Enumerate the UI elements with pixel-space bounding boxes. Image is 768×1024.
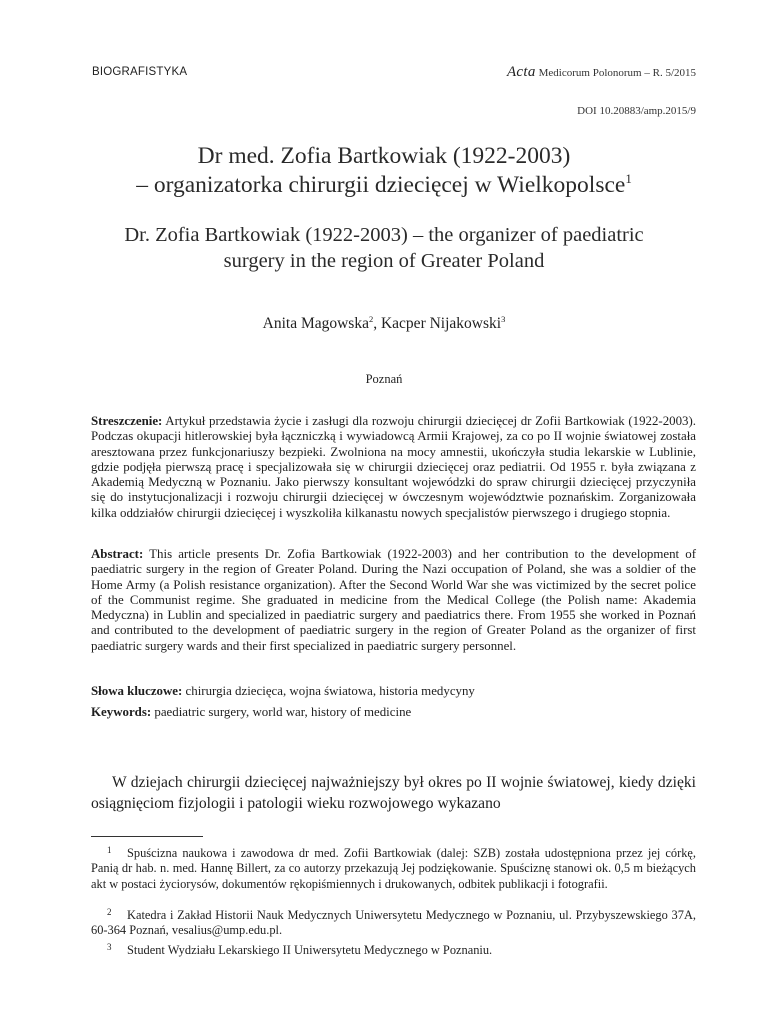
abstract-english-text: This article presents Dr. Zofia Bartkowiak (1922-2003) and her contribution to the development of paediatric surgery in the region of Greater Poland. During the Nazi occupation of Poland, she was a soldier of the Home Army (a Polish resistance organization). After the Second World War she was victimized by the secret police of the Communist regime. She graduated in medicine from the Medical College (the Polish name: Akademia Medyczna) in Lublin and specialized in paediatric surgery and paediatrics there. From 1955 she worked in Poznań and contributed to the development of paediatric surgery in the region of Greater Poland as the organizer of first paediatric surgery wards and their first specialized in paediatric surgery personnel. bbox=[91, 547, 696, 653]
footnote-number: 2 bbox=[107, 907, 112, 917]
author-name: Kacper Nijakowski bbox=[380, 315, 502, 332]
footnote-number: 1 bbox=[107, 845, 112, 855]
doi-label[interactable]: DOI 10.20883/amp.2015/9 bbox=[577, 105, 696, 117]
abstract-polish-text: Artykuł przedstawia życie i zasługi dla rozwoju chirurgii dziecięcej dr Zofii Bartkowiak (1922-2003). Podczas okupacji hitlerowskiej była łączniczką i wywiadowcą Armii Krajowej, za co po II wojnie światowej została aresztowana przez funkcjonariuszy bezpieki. Zwolniona na mocy amnestii, ukończyła studia lekarskie w Lublinie, gdzie podjęła pierwszą pracę i specjalizowała się w chirurgii dziecięcej oraz pediatrii. Od 1955 r. była związana z Akademią Medyczną w Poznaniu. Jako pierwszy konsultant wojewódzki do spraw chirurgii dziecięcej przyczyniła się do instytucjonalizacji i rozwoju chirurgii dziecięcej w ówczesnym województwie poznańskim. Zorganizowała kilka oddziałów chirurgii dziecięcej i wyszkoliła kilkanastu nowych specjalistów pierwszego i drugiego stopnia. bbox=[91, 414, 696, 520]
footnote-divider bbox=[91, 836, 203, 837]
body-paragraph: W dziejach chirurgii dziecięcej najważniejszy był okres po II wojnie światowej, kiedy dzięki osiągnięciom fizjologii i patologii wieku rozwojowego wykazano bbox=[91, 774, 696, 812]
title-polish-line2: – organizatorka chirurgii dziecięcej w Wielkopolsce$^1$ bbox=[136, 171, 632, 198]
section-label: BIOGRAFISTYKA bbox=[92, 66, 188, 78]
title-english bbox=[72, 222, 696, 274]
abstract-polish bbox=[91, 414, 696, 521]
keywords-polish bbox=[91, 684, 696, 699]
footnote-text: Spuścizna naukowa i zawodowa dr med. Zofii Bartkowiak (dalej: SZB) została udostępniona przez jej córkę, Panią dr hab. n. med. Hannę Billert, za co autorzy przekazują Jej podziękowanie. Spuściznę stanowi ok. 0,5 m bieżących akt w postaci życiorysów, dokumentów rękopiśmiennych i drukowanych, odbitek publikacji i fotografii. bbox=[91, 846, 696, 891]
footnote-ref-3[interactable]: 3 bbox=[501, 313, 506, 324]
author-list bbox=[72, 315, 696, 333]
author-separator: , bbox=[373, 315, 381, 332]
footnote-2 bbox=[91, 908, 696, 939]
abstract-polish-label: Streszczenie: bbox=[91, 414, 163, 428]
author-name: Anita Magowska bbox=[262, 315, 369, 332]
title-polish-line1: Dr med. Zofia Bartkowiak (1922-2003) bbox=[197, 143, 571, 169]
journal-issue: Medicorum Polonorum – R. 5/2015 bbox=[538, 67, 696, 79]
footnote-1 bbox=[91, 846, 696, 892]
footnote-number: 3 bbox=[107, 942, 112, 952]
affiliation-city: Poznań bbox=[365, 372, 403, 386]
footnote-ref-2[interactable]: 2 bbox=[368, 313, 374, 324]
keywords-english bbox=[91, 705, 696, 720]
abstract-english-label: Abstract: bbox=[91, 547, 144, 561]
footnote-text: Student Wydziału Lekarskiego II Uniwersytetu Medycznego w Poznaniu. bbox=[127, 943, 493, 957]
keywords-polish-text: chirurgia dziecięca, wojna światowa, historia medycyny bbox=[182, 684, 475, 698]
footnote-ref-1[interactable]: 1 bbox=[625, 171, 632, 187]
keywords-english-text: paediatric surgery, world war, history of medicine bbox=[151, 705, 412, 719]
title-english-line1: Dr. Zofia Bartkowiak (1922-2003) – the organizer of paediatric bbox=[124, 224, 644, 246]
keywords-english-label: Keywords: bbox=[91, 705, 152, 719]
title-english-line2: surgery in the region of Greater Poland bbox=[223, 250, 545, 272]
footnote-text: Katedra i Zakład Historii Nauk Medycznych Uniwersytetu Medycznego w Poznaniu, ul. Przybyszewskiego 37A, 60-364 Poznań, vesalius@ump.edu.pl. bbox=[91, 908, 696, 938]
footnote-3 bbox=[91, 943, 696, 958]
keywords-polish-label: Słowa kluczowe: bbox=[91, 684, 183, 698]
journal-name: Acta bbox=[506, 64, 536, 80]
abstract-english bbox=[91, 547, 696, 654]
journal-header bbox=[507, 64, 696, 81]
title-polish bbox=[72, 142, 696, 200]
